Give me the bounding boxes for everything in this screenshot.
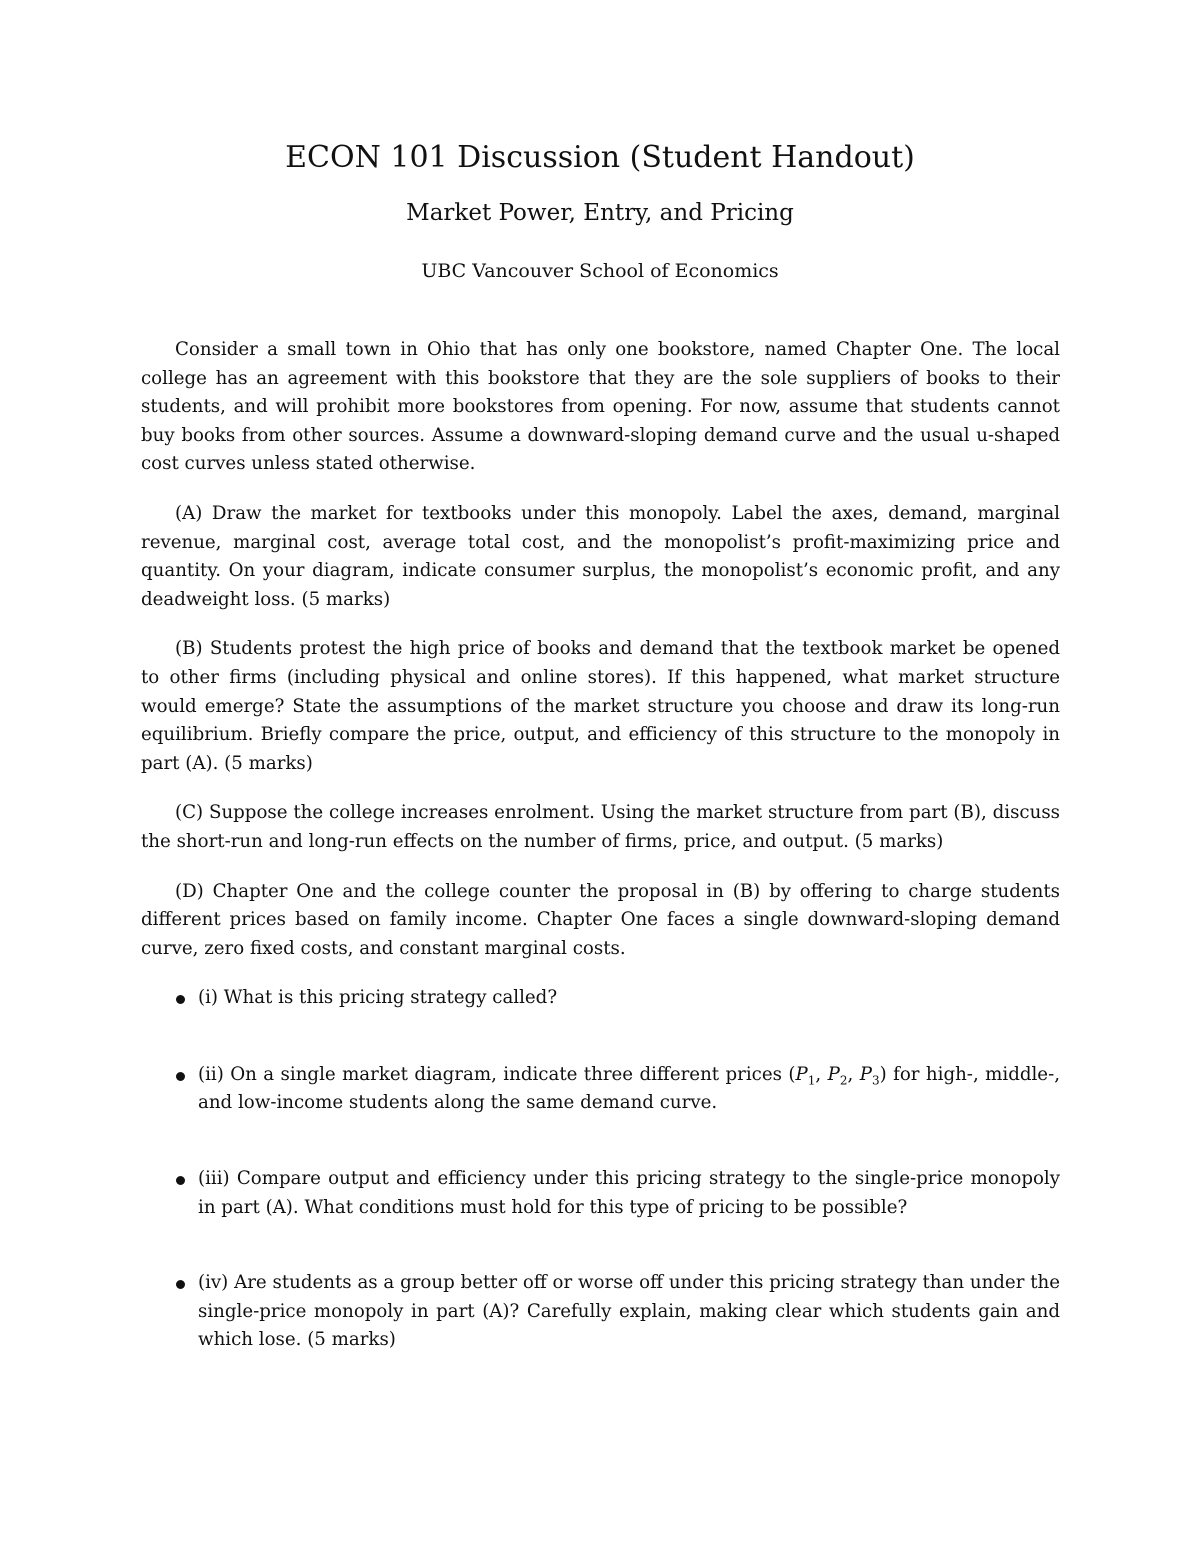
bullet-icon (176, 995, 185, 1004)
subquestion-list (141, 984, 1060, 1355)
intro-paragraph: Consider a small town in Ohio that has only one bookstore, named Chapter One. The local college has an agreement with this bookstore that they are the sole suppliers of books to their students, and will prohibit more bookstores from opening. For now, assume that students cannot buy books from other sources. Assume a downward-sloping demand curve and the usual u-shaped cost curves unless stated otherwise. (141, 339, 1060, 475)
price-subscript: 1 (807, 1073, 816, 1088)
subquestion-ii (141, 1061, 1060, 1118)
question-a: (A) Draw the market for textbooks under this monopoly. Label the axes, demand, marginal revenue, marginal cost, average total cost, and the monopolist’s profit-maximizing price and quantity. On your diagram, indicate consumer surplus, the monopolist’s economic profit, and any deadweight loss. (5 marks) (141, 502, 1060, 610)
price-symbol: P (859, 1063, 872, 1085)
subquestion-iii (141, 1165, 1060, 1222)
price-separator: , (847, 1063, 860, 1085)
question-d: (D) Chapter One and the college counter the proposal in (B) by offering to charge students different prices based on family income. Chapter One faces a single downward-sloping demand curve, zero fixed costs, and constant marginal costs. (141, 880, 1060, 959)
subquestion-iv-text: (iv) Are students as a group better off or worse off under this pricing strategy than under the single-price monopoly in part (A)? Carefully explain, making clear which students gain and which lose. (5 marks) (198, 1272, 1060, 1351)
question-b: (B) Students protest the high price of books and demand that the textbook market be opened to other firms (including physical and online stores). If this happened, what market structure would emerge? State the assumptions of the market structure you choose and draw its long-run equilibrium. Briefly compare the price, output, and efficiency of this structure to the monopoly in part (A). (5 marks) (141, 638, 1060, 774)
price-subscript: 2 (839, 1073, 848, 1088)
subquestion-iv (141, 1269, 1060, 1355)
subquestion-ii-text-start: (ii) On a single market diagram, indicate three different prices ( (198, 1063, 796, 1085)
bullet-icon (176, 1280, 185, 1289)
question-c: (C) Suppose the college increases enrolment. Using the market structure from part (B), discuss the short-run and long-run effects on the number of firms, price, and output. (5 marks) (141, 802, 1060, 852)
bullet-icon (176, 1072, 185, 1081)
price-separator: , (815, 1063, 828, 1085)
subquestion-i-text: (i) What is this pricing strategy called? (198, 987, 558, 1009)
document-title: ECON 101 Discussion (Student Handout) (285, 140, 915, 175)
subquestion-ii-text-end: ) for high-, middle-, and low-income students along the same demand curve. (198, 1063, 1060, 1114)
subquestion-iii-text: (iii) Compare output and efficiency under this pricing strategy to the single-price monopoly in part (A). What conditions must hold for this type of pricing to be possible? (198, 1168, 1060, 1218)
price-symbol: P (827, 1063, 840, 1085)
bullet-icon (176, 1176, 185, 1185)
price-symbol: P (795, 1063, 808, 1085)
subquestion-i (141, 984, 1060, 1013)
price-subscript: 3 (871, 1073, 880, 1088)
document-affiliation: UBC Vancouver School of Economics (421, 260, 779, 282)
document-subtitle: Market Power, Entry, and Pricing (406, 200, 794, 226)
document-body (141, 336, 1060, 1402)
